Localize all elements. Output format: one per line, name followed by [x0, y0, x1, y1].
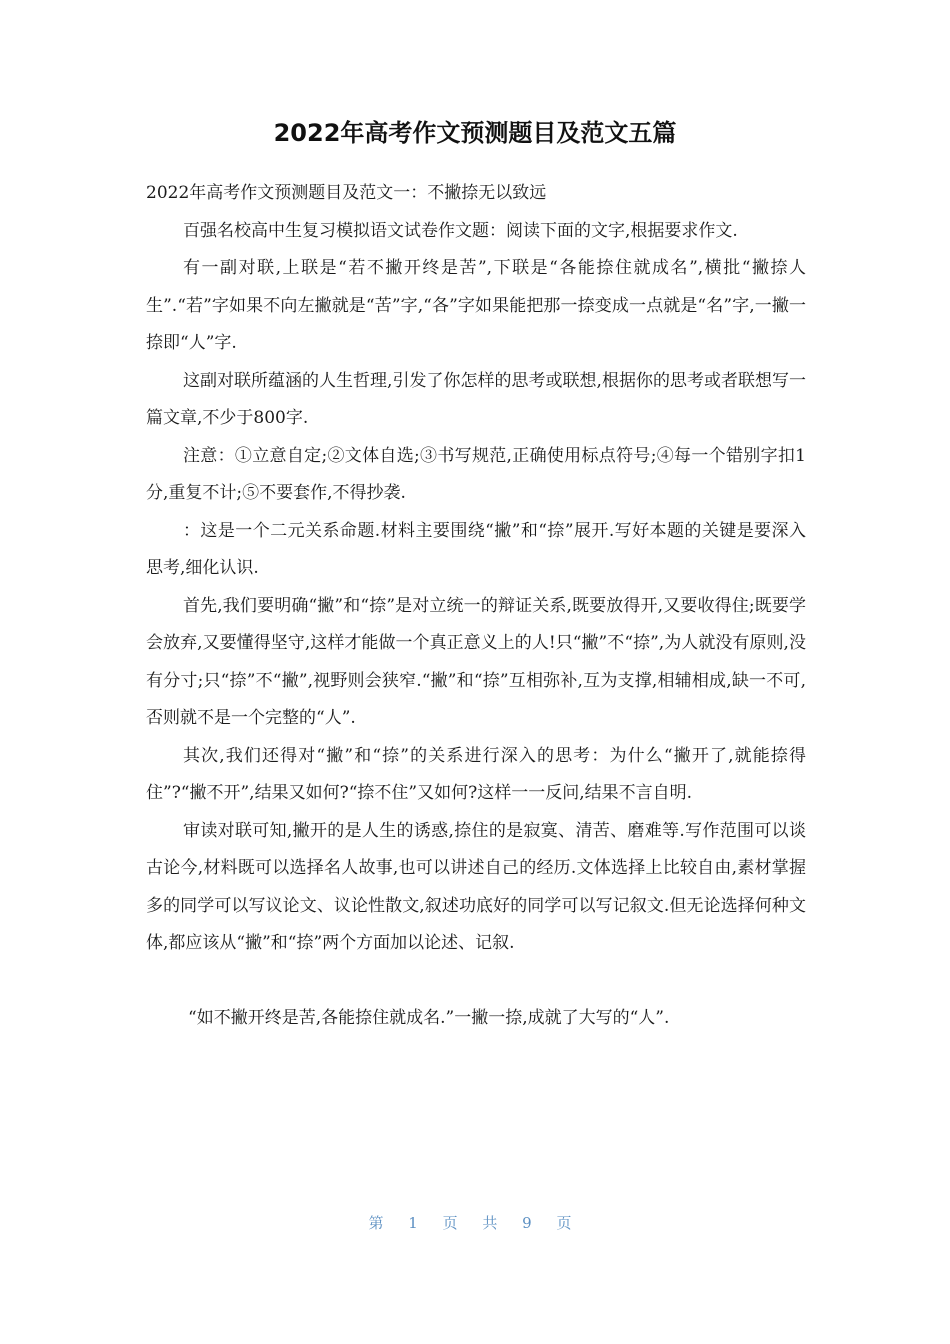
document-title: 2022年高考作文预测题目及范文五篇 [273, 119, 677, 147]
paragraph: 注意：①立意自定;②文体自选;③书写规范,正确使用标点符号;④每一个错别字扣1分,重复不计;⑤不要套作,不得抄袭. [146, 445, 806, 503]
document-body [146, 175, 806, 1037]
paragraph-subtitle: 2022年高考作文预测题目及范文一：不撇捺无以致远 [146, 183, 547, 203]
paragraph: 首先,我们要明确“撇”和“捺”是对立统一的辩证关系,既要放得开,又要收得住;既要学会放弃,又要懂得坚守,这样才能做一个真正意义上的人!只“撇”不“捺”,为人就没有原则,没有分寸;只“捺”不“撇”,视野则会狭窄.“撇”和“捺”互相弥补,互为支撑,相辅相成,缺一不可,否则就不是一个完整的“人”. [146, 595, 806, 728]
paragraph: 有一副对联,上联是“若不撇开终是苦”,下联是“各能捺住就成名”,横批“撇捺人生”.“若”字如果不向左撇就是“苦”字,“各”字如果能把那一捺变成一点就是“名”字,一撇一捺即“人”字. [146, 258, 806, 353]
paragraph-quote: “如不撇开终是苦,各能捺住就成名.”一撇一捺,成就了大写的“人”. [188, 1007, 670, 1028]
paragraph: 百强名校高中生复习模拟语文试卷作文题：阅读下面的文字,根据要求作文. [183, 220, 738, 241]
paragraph: 其次,我们还得对“撇”和“捺”的关系进行深入的思考：为什么“撇开了,就能捺得住”?“撇不开”,结果又如何?“捺不住”又如何?这样一一反问,结果不言自明. [146, 745, 806, 803]
paragraph: 这副对联所蕴涵的人生哲理,引发了你怎样的思考或联想,根据你的思考或者联想写一篇文章,不少于800字. [146, 370, 806, 428]
paragraph: 审读对联可知,撇开的是人生的诱惑,捺住的是寂寞、清苦、磨难等.写作范围可以谈古论今,材料既可以选择名人故事,也可以讲述自己的经历.文体选择上比较自由,素材掌握多的同学可以写议论文、议论性散文,叙述功底好的同学可以写记叙文.但无论选择何种文体,都应该从“撇”和“捺”两个方面加以论述、记叙. [146, 820, 806, 953]
page-number-footer: 第 1 页 共 9 页 [368, 1214, 582, 1232]
paragraph: ：这是一个二元关系命题.材料主要围绕“撇”和“捺”展开.写好本题的关键是要深入思考,细化认识. [146, 520, 806, 578]
